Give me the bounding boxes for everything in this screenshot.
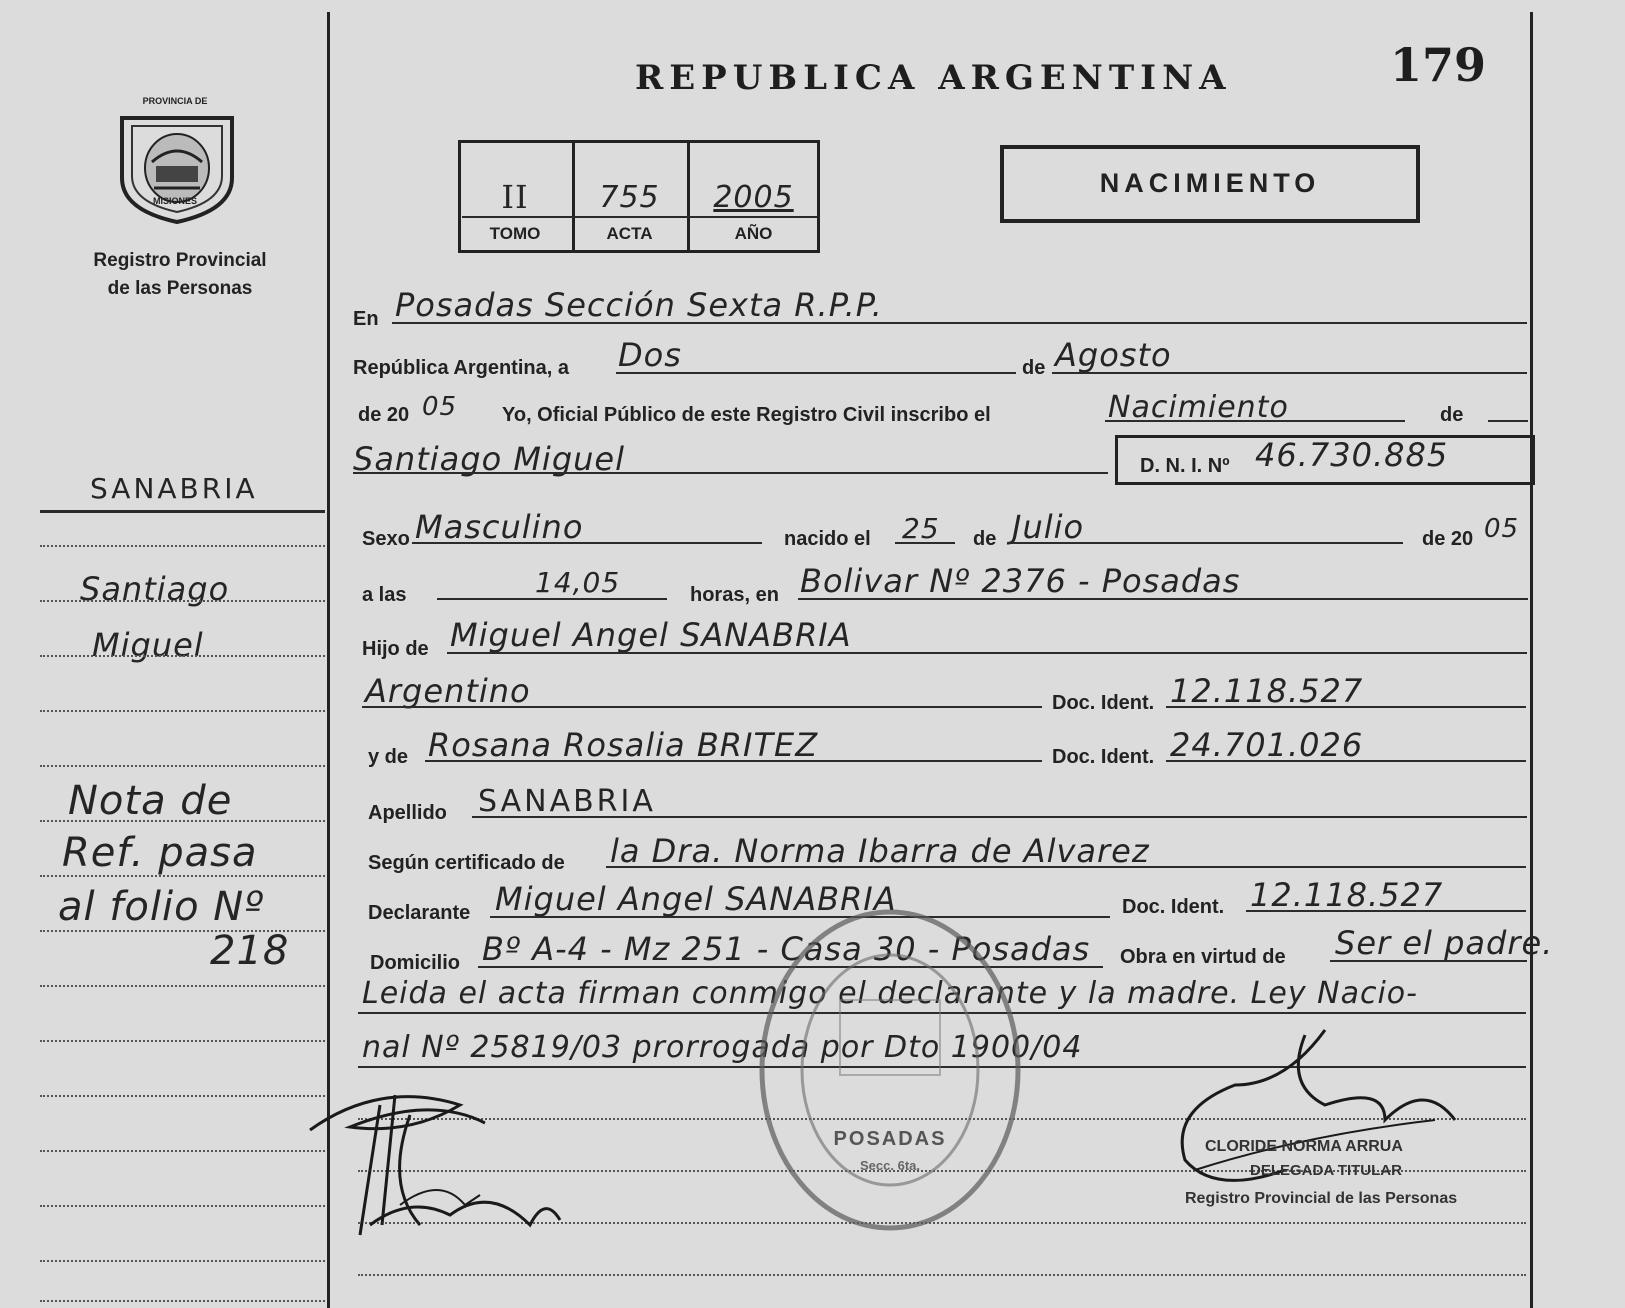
republica-label: República Argentina, a bbox=[353, 357, 569, 379]
declarante-label: Declarante bbox=[368, 902, 471, 924]
en-label: En bbox=[353, 308, 379, 330]
tomo-value: II bbox=[501, 178, 529, 216]
declarant-signature-icon bbox=[290, 1075, 590, 1255]
margin-note-1: Nota de bbox=[68, 778, 233, 824]
month-value: Agosto bbox=[1055, 336, 1172, 374]
ruled-line bbox=[40, 600, 325, 602]
ruled-line bbox=[358, 1274, 1526, 1276]
ruled-line bbox=[40, 1150, 325, 1152]
declarant-doc: 12.118.527 bbox=[1250, 876, 1444, 914]
de-label-3: de bbox=[973, 528, 997, 550]
domicilio-label: Domicilio bbox=[370, 952, 461, 974]
margin-note-2: Ref. pasa bbox=[62, 830, 258, 876]
sexo-label: Sexo bbox=[362, 528, 410, 550]
ruled-line bbox=[40, 1300, 325, 1302]
doc-label-3: Doc. Ident. bbox=[1122, 896, 1225, 918]
de20-label-2: de 20 bbox=[1422, 528, 1474, 550]
official-title: DELEGADA TITULAR bbox=[1250, 1162, 1402, 1179]
year-suffix: 05 bbox=[422, 392, 458, 422]
segun-label: Según certificado de bbox=[368, 852, 565, 874]
nacido-label: nacido el bbox=[784, 528, 871, 550]
ruled-line bbox=[40, 985, 325, 987]
right-border bbox=[1530, 12, 1533, 1308]
round-seal-sub: Secc. 6ta. bbox=[860, 1158, 920, 1173]
day-value: Dos bbox=[618, 336, 682, 374]
margin-note-3: al folio Nº bbox=[58, 884, 265, 930]
de-label: de bbox=[1022, 357, 1046, 379]
ruled-line bbox=[40, 765, 325, 767]
mother-doc: 24.701.026 bbox=[1170, 726, 1364, 764]
registry-name-line2: de las Personas bbox=[107, 278, 253, 299]
margin-note-4: 218 bbox=[210, 928, 290, 974]
father-doc: 12.118.527 bbox=[1170, 672, 1364, 710]
ruled-line bbox=[40, 545, 325, 547]
address-value: Bº A-4 - Mz 251 - Casa 30 - Posadas bbox=[482, 930, 1091, 968]
ano-label: AÑO bbox=[734, 224, 773, 243]
acta-label: ACTA bbox=[606, 224, 653, 243]
yo-label: Yo, Oficial Público de este Registro Civil inscribo el bbox=[502, 404, 991, 426]
hijo-label: Hijo de bbox=[362, 638, 429, 660]
country-title: REPUBLICA ARGENTINA bbox=[635, 58, 1232, 98]
ruled-line bbox=[40, 1205, 325, 1207]
acta-value: 755 bbox=[599, 180, 660, 215]
round-seal-stamp-icon bbox=[755, 905, 1025, 1235]
doc-label-2: Doc. Ident. bbox=[1052, 746, 1155, 768]
seal-bottom-text: MISIONES bbox=[152, 196, 197, 206]
dni-label: D. N. I. Nº bbox=[1140, 455, 1230, 477]
official-name: CLORIDE NORMA ARRUA bbox=[1205, 1138, 1403, 1155]
provincial-seal-icon bbox=[112, 100, 242, 225]
tomo-label: TOMO bbox=[489, 224, 541, 243]
y-de-label: y de bbox=[368, 746, 409, 768]
birth-time: 14,05 bbox=[535, 566, 621, 599]
birth-day: 25 bbox=[902, 512, 940, 545]
certifier-value: la Dra. Norma Ibarra de Alvarez bbox=[610, 832, 1150, 870]
father-nationality: Argentino bbox=[365, 672, 531, 710]
margin-surname: SANABRIA bbox=[90, 472, 258, 505]
apellido-label: Apellido bbox=[368, 802, 447, 824]
page-number: 179 bbox=[1390, 38, 1487, 92]
margin-given-name-2: Miguel bbox=[92, 626, 204, 664]
ruled-line bbox=[40, 1040, 325, 1042]
father-name: Miguel Angel SANABRIA bbox=[450, 616, 852, 654]
registry-name-line1: Registro Provincial bbox=[93, 250, 267, 271]
ruled-line bbox=[40, 710, 325, 712]
ruled-line bbox=[40, 820, 325, 822]
dni-value: 46.730.885 bbox=[1255, 436, 1449, 474]
de20-label: de 20 bbox=[358, 404, 410, 426]
birth-month: Julio bbox=[1012, 508, 1085, 546]
ruled-line bbox=[40, 875, 325, 877]
document-type: NACIMIENTO bbox=[1099, 168, 1321, 198]
closing-line-1: Leida el acta firman conmigo el declarante y la madre. Ley Nacio- bbox=[362, 976, 1418, 1011]
ruled-line bbox=[40, 930, 325, 932]
closing-line-2: nal Nº 25819/03 prorrogada por Dto 1900/04 bbox=[362, 1030, 1083, 1065]
place-value: Posadas Sección Sexta R.P.P. bbox=[395, 286, 883, 324]
doc-label: Doc. Ident. bbox=[1052, 692, 1155, 714]
sex-value: Masculino bbox=[415, 508, 584, 546]
de-label-2: de bbox=[1440, 404, 1464, 426]
obra-label: Obra en virtud de bbox=[1120, 946, 1286, 968]
surname-value: SANABRIA bbox=[478, 784, 656, 819]
declarant-value: Miguel Angel SANABRIA bbox=[495, 880, 897, 918]
a-las-label: a las bbox=[362, 584, 407, 606]
event-value: Nacimiento bbox=[1108, 390, 1289, 425]
birth-year-suffix: 05 bbox=[1484, 514, 1520, 544]
horas-label: horas, en bbox=[690, 584, 779, 606]
birth-place: Bolivar Nº 2376 - Posadas bbox=[800, 562, 1241, 600]
official-registry: Registro Provincial de las Personas bbox=[1185, 1190, 1458, 1207]
ruled-line bbox=[40, 655, 325, 657]
round-seal-city: POSADAS bbox=[833, 1128, 947, 1150]
reason-value: Ser el padre. bbox=[1335, 924, 1554, 962]
seal-top-text: PROVINCIA DE bbox=[142, 96, 208, 106]
ruled-line bbox=[40, 1260, 325, 1262]
margin-given-name-1: Santiago bbox=[80, 570, 230, 608]
ano-value: 2005 bbox=[713, 180, 794, 215]
mother-name: Rosana Rosalia BRITEZ bbox=[428, 726, 819, 764]
child-name: Santiago Miguel bbox=[353, 440, 625, 478]
ruled-line bbox=[40, 1095, 325, 1097]
